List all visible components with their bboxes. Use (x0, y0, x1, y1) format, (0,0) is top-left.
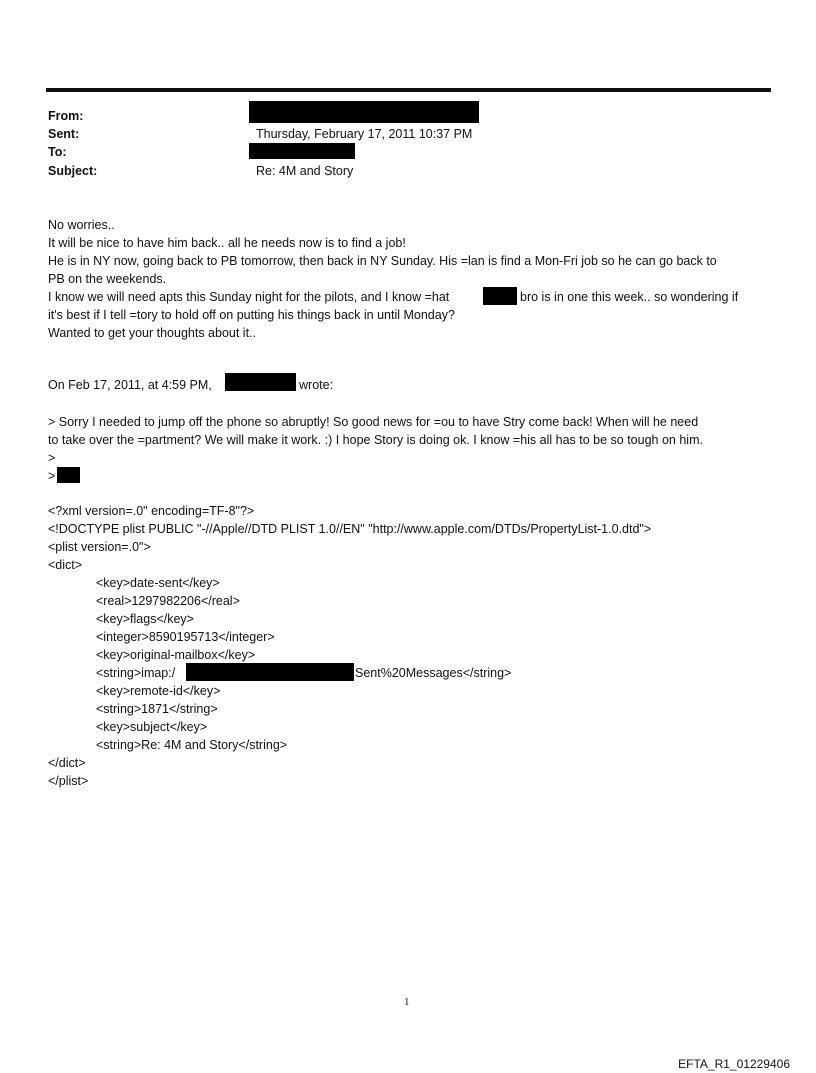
body-line: Wanted to get your thoughts about it.. (48, 326, 257, 340)
plist-dict-line: <key>date-sent</key> (96, 576, 220, 590)
plist-dict-line: <key>remote-id</key> (96, 684, 221, 698)
plist-line: <!DOCTYPE plist PUBLIC "-//Apple//DTD PLIST 1.0//EN" "http://www.apple.com/DTDs/PropertyList-1.0.dtd"> (48, 522, 652, 536)
plist-dict-line: <key>subject</key> (96, 720, 208, 734)
to-label: To: (48, 145, 67, 159)
plist-dict-line: <real>1297982206</real> (96, 594, 240, 608)
quote-line: > (48, 469, 56, 483)
body-line: No worries.. (48, 218, 115, 232)
sent-label: Sent: (48, 127, 80, 141)
to-redaction (249, 143, 355, 159)
plist-end-line: </plist> (48, 774, 89, 788)
sent-value: Thursday, February 17, 2011 10:37 PM (256, 127, 473, 141)
quote-line: to take over the =partment? We will make it work. :) I hope Story is doing ok. I know =his all has to be so tough on him. (48, 433, 703, 447)
quote-line: > Sorry I needed to jump off the phone so abruptly! So good news for =ou to have Stry come back! When will he need (48, 415, 699, 429)
plist-dict-line: <string>1871</string> (96, 702, 218, 716)
quote-redaction (57, 467, 80, 483)
body-line-cont: bro is in one this week.. so wondering if (520, 290, 739, 304)
plist-end-line: </dict> (48, 756, 86, 770)
plist-dict-line: <string>imap:/ (96, 666, 176, 680)
body-line: It will be nice to have him back.. all he needs now is to find a job! (48, 236, 406, 250)
subject-label: Subject: (48, 164, 98, 178)
document-id: EFTA_R1_01229406 (678, 1057, 790, 1071)
plist-dict-line: <integer>8590195713</integer> (96, 630, 275, 644)
body-line: PB on the weekends. (48, 272, 167, 286)
quote-intro: On Feb 17, 2011, at 4:59 PM, (48, 378, 212, 392)
plist-dict-line: <string>Re: 4M and Story</string> (96, 738, 288, 752)
subject-value: Re: 4M and Story (256, 164, 354, 178)
sender-redaction (225, 373, 296, 391)
name-redaction (483, 287, 517, 305)
from-label: From: (48, 109, 84, 123)
header-rule (46, 88, 771, 92)
page-number: 1 (404, 996, 410, 1008)
quote-intro-suffix: wrote: (299, 378, 334, 392)
body-line: it's best if I tell =tory to hold off on putting his things back in until Monday? (48, 308, 455, 322)
body-line: I know we will need apts this Sunday night for the pilots, and I know =hat (48, 290, 450, 304)
plist-line: <dict> (48, 558, 83, 572)
body-line: He is in NY now, going back to PB tomorrow, then back in NY Sunday. His =lan is find a Mon-Fri job so he can go back to (48, 254, 717, 268)
plist-line: <?xml version=.0" encoding=TF-8"?> (48, 504, 255, 518)
plist-dict-line: <key>flags</key> (96, 612, 194, 626)
from-redaction (249, 101, 479, 123)
quote-line: > (48, 451, 56, 465)
plist-dict-line: <key>original-mailbox</key> (96, 648, 256, 662)
plist-dict-line-cont: Sent%20Messages</string> (355, 666, 512, 680)
mailbox-redaction (186, 663, 354, 681)
plist-line: <plist version=.0"> (48, 540, 151, 554)
